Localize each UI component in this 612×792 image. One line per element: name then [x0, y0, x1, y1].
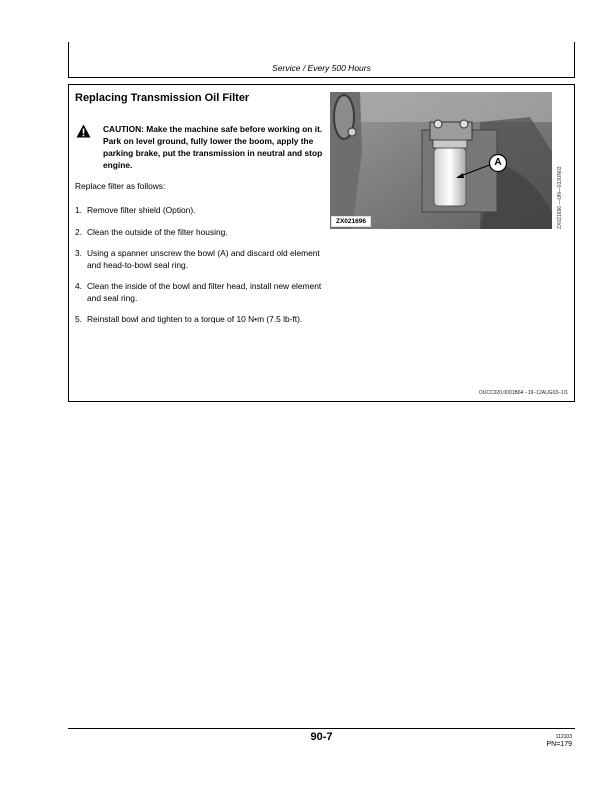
step-text: Reinstall bowl and tighten to a torque of 10 N•m (7.5 lb-ft). — [87, 314, 303, 324]
filter-photo — [330, 92, 552, 229]
figure-side-id: ZX021696 —UN—03JUN03 — [557, 166, 563, 229]
step-text: Remove filter shield (Option). — [87, 205, 196, 215]
callout-label: A — [494, 157, 502, 168]
list-item — [75, 205, 330, 217]
step-number: 3. — [75, 248, 82, 258]
list-item — [75, 281, 330, 304]
pn-number: PN=179 — [546, 741, 572, 748]
intro-text: Replace filter as follows: — [75, 181, 166, 191]
filter-photo-illustration — [330, 92, 552, 229]
list-item — [75, 248, 330, 271]
caution-statement: CAUTION: Make the machine safe before working on it. Park on level ground, fully lower the boom, apply the parking brake, put the transmission in neutral and stop engine. — [103, 124, 323, 170]
section-title: Replacing Transmission Oil Filter — [75, 92, 250, 104]
step-number: 4. — [75, 281, 82, 291]
caution-icon — [76, 124, 91, 138]
figure-label: ZX021696 — [331, 216, 371, 227]
procedure-steps — [75, 205, 330, 336]
page-number: 90-7 — [310, 731, 333, 743]
step-text: Using a spanner unscrew the bowl (A) and discard old element and head-to-bowl seal ring. — [87, 248, 320, 270]
footer-divider — [68, 728, 575, 729]
step-text: Clean the outside of the filter housing. — [87, 226, 228, 237]
section-reference: OUCC020,0001B64 −19−12AUG03−1/1 — [478, 390, 568, 396]
header-divider — [68, 77, 575, 78]
list-item — [75, 314, 330, 326]
step-number: 1. — [75, 205, 82, 215]
running-header: Service / Every 500 Hours — [272, 63, 371, 73]
list-item — [75, 227, 330, 239]
step-text: Clean the inside of the bowl and filter head, install new element and seal ring. — [87, 281, 322, 303]
step-number: 5. — [75, 314, 82, 324]
step-number: 2. — [75, 226, 82, 237]
document-date: 112103 — [555, 734, 572, 740]
